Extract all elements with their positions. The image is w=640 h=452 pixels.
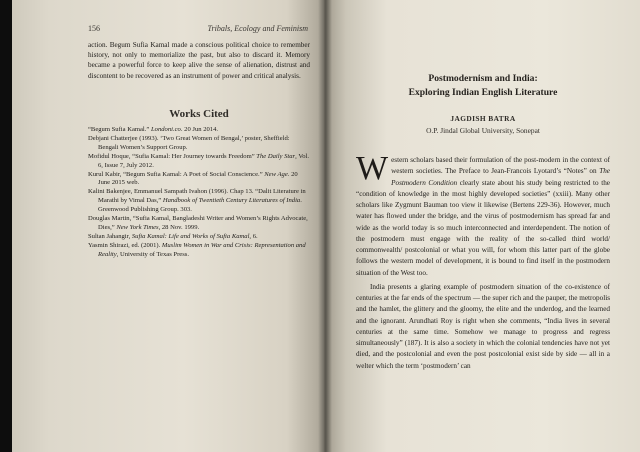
article-title-line-1: Postmodernism and India: (428, 73, 538, 84)
page-number: 156 (88, 24, 100, 33)
works-cited-heading: Works Cited (169, 108, 229, 120)
article-body (356, 150, 610, 372)
reference-item: Kalini Bakenjee, Emmanuel Sampath Ivahon (1996). Chap 13. “Dalit Literature in Marathi by Vimal Das,” Handbook of Twentieth Century Literatures of India. Greenwood Publishing Group. 303. (88, 188, 306, 214)
book-gutter (318, 0, 332, 452)
article-title-line-2: Exploring Indian English Literature (408, 87, 558, 98)
author-name: JAGDISH BATRA (450, 114, 516, 123)
reference-item: “Begum Sufia Kamal.” Londoni.co. 20 Jun 2014. (88, 126, 219, 133)
reference-item: Debjani Chatterjee (1993). ‘Two Great Women of Bengal,’ poster, Sheffield: Bengali Women’s Support Group. (88, 134, 290, 151)
reference-item: Douglas Martin, “Sufia Kamal, Bangladeshi Writer and Women’s Rights Advocate, Dies,” New York Times, 28 Nov. 1999. (88, 215, 308, 231)
reference-item: Yasmin Shirazi, ed. (2001). Muslim Women in War and Crisis: Representation and Reality, University of Texas Press. (88, 241, 306, 258)
running-title: Tribals, Ecology and Feminism (207, 24, 308, 33)
reference-item: Sultan Jahangir, Sufia Kamal: Life and Works of Sufia Kamal, 6. (88, 232, 258, 240)
references-list (88, 126, 310, 260)
article-title (358, 72, 608, 100)
left-body-text: action. Begum Sufia Kamal made a conscious political choice to remember history, not only to memorialize the past, but also to discard it. Memory became a powerful force to keep alive the sense of alienation, distrust and discontent to be recovered as an instrument of power and critical analysis. (88, 41, 310, 80)
reference-item: Kurul Kabir, “Begum Sufia Kamal: A Poet of Social Conscience.” New Age. 20 June 2015 web. (88, 170, 298, 187)
reference-item: Mofidul Hoque, “Sufia Kamal: Her Journey towards Freedom” The Daily Star, Vol. 6, Issue 7, July 2012. (88, 152, 310, 169)
drop-cap: W (356, 150, 389, 187)
paragraph-1: Western scholars based their formulation of the post-modern in the context of western societies. The Preface to Jean-Francois Lyotard’s “Notes” on The Postmodern Condition clearly state about his study being restricted to the “condition of knowledge in the most highly developed societies” (xxiii). Many other scholars like Zygmunt Bauman too view it likewise (Bertens 229-36). However, much water has flowed under the bridge, and the virus of postmodernism has spread far and wide as the world today is so much interconnected and interdependent. The notion of the postmodern must engage with the reality of the so-called third world/ commonwealth/ postcolonial or what you will, for whom this latter part of the globe follows the western model of development, it is bound to find itself in the postmodern situation of the West too. (356, 150, 610, 277)
author-affiliation: O.P. Jindal Global University, Sonepat (426, 126, 540, 135)
paragraph-2: India presents a glaring example of postmodern situation of the co-existence of centuries at the far ends of the spectrum — the super rich and the pauper, the metropolis and the hamlet, the glittery and the gloomy, the elite and the underdog, and the learned and the ignorant. Arundhati Roy is right when she comments, “India lives in several centuries at the same time. Somehow we manage to progress and regress simultaneously” (187). It is also a society in which the colonial tendencies have not yet died, and the postcolonial and even the post postcolonial exist side by side — all in a welter which the term ‘postmodern’ can (356, 282, 610, 370)
